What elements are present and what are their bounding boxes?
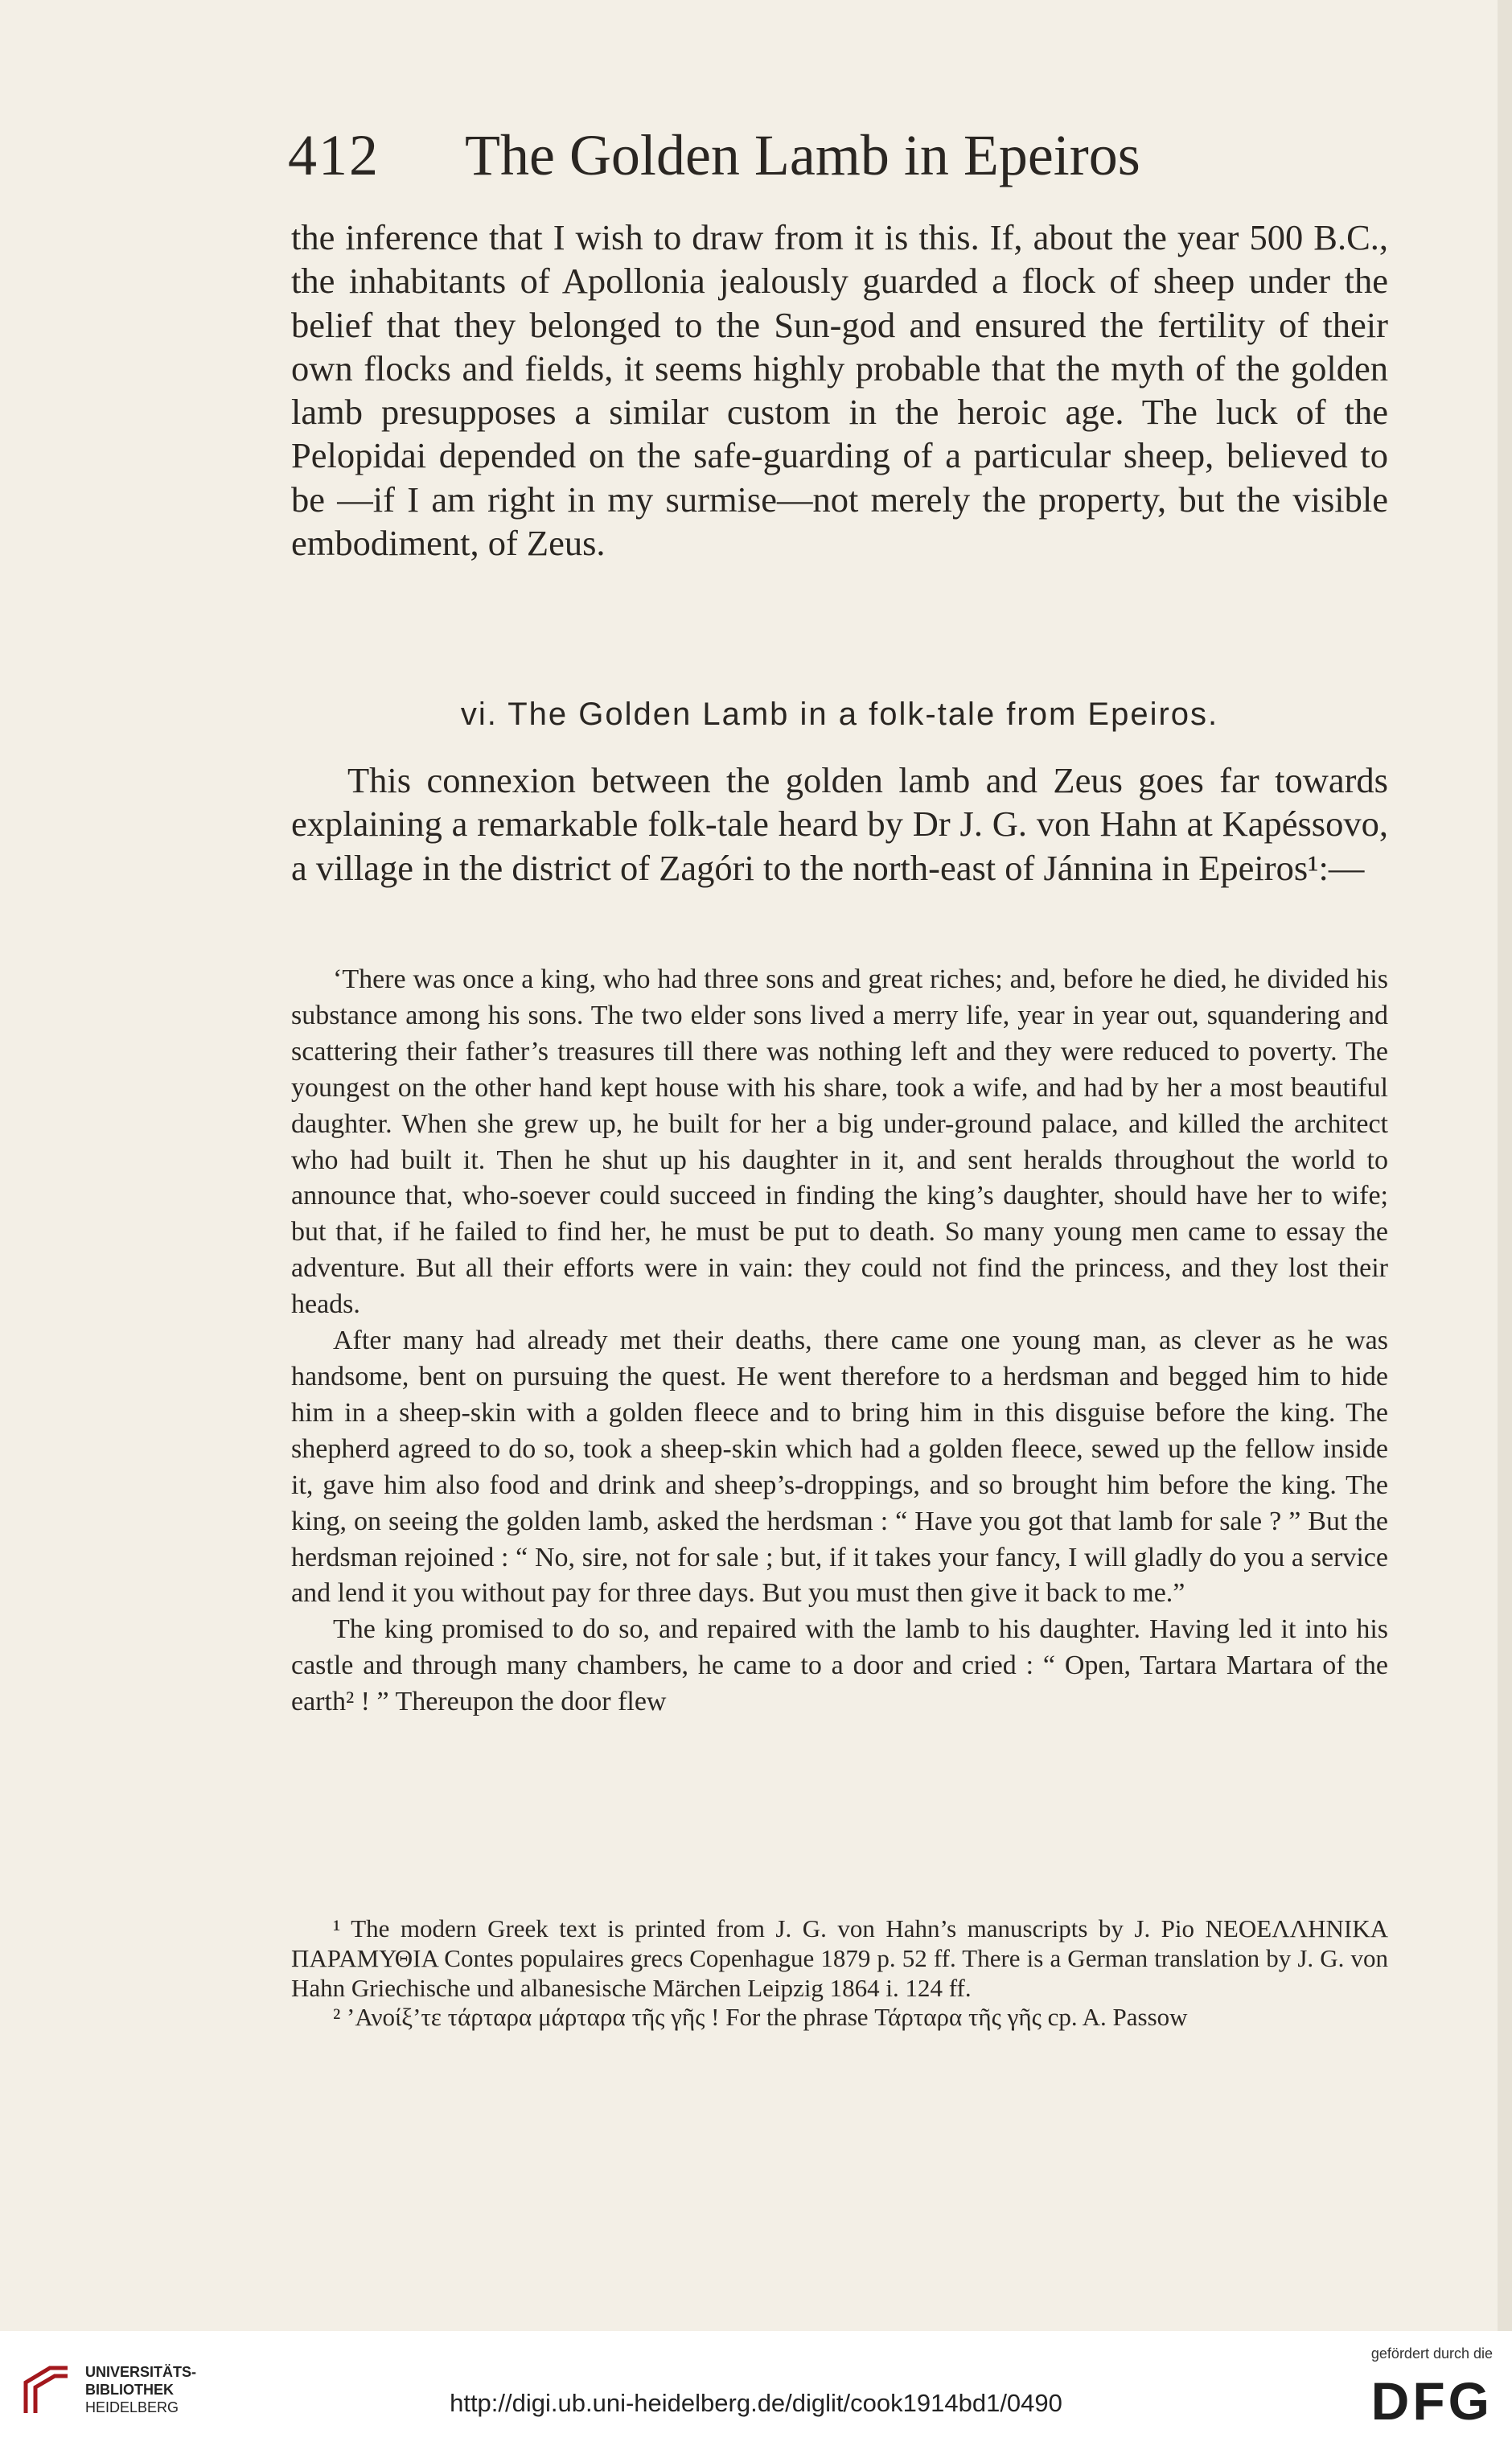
footnote-2: ² ’Ανοίξ’τε τάρταρα μάρταρα τῆς γῆς ! For the phrase Τάρταρα τῆς γῆς cp. A. Passow	[333, 2003, 1188, 2032]
quote-paragraph-3: The king promised to do so, and repaired with the lamb to his daughter. Having led it into his castle and through many chambers, he came to a door and cried : “ Open, Tartara Martara of the earth² ! ” Thereupon the door flew	[291, 1614, 1388, 1717]
page-edge	[1498, 0, 1512, 2331]
footnote-1: ¹ The modern Greek text is printed from J. G. von Hahn’s manuscripts by J. Pio ΝΕΟΕΛΛΗΝΙΚΑ ΠΑΡΑΜΥΘΙΑ Contes populaires grecs Copenhague 1879 p. 52 ff. There is a German translation by J. G. von Hahn Griechische und albanesische Märchen Leipzig 1864 i. 124 ff.	[291, 1914, 1388, 2002]
connexion-paragraph-block	[291, 758, 1388, 890]
connexion-paragraph: This connexion between the golden lamb and Zeus goes far towards explaining a remarkable folk-tale heard by Dr J. G. von Hahn at Kapéssovo, a village in the district of Zagóri to the north-east of Jánnina in Epeiros¹:—	[291, 760, 1388, 888]
page-number: 412	[288, 123, 380, 187]
intro-paragraph-block	[291, 216, 1388, 565]
dfg-logo: DFG	[1370, 2371, 1493, 2431]
footnotes-block	[291, 1914, 1388, 2033]
library-line-2: BIBLIOTHEK	[85, 2382, 174, 2398]
running-head	[288, 119, 1398, 191]
quote-paragraph-2: After many had already met their deaths, there came one young man, as clever as he was handsome, bent on pursuing the quest. He went therefore to a herdsman and begged him to hide him in a sheep-skin with a golden fleece and to bring him in this disguise before the king. The shepherd agreed to do so, took a sheep-skin which had a golden fleece, sewed up the fellow inside it, gave him also food and drink and sheep’s-droppings, and so brought him before the king. The king, on seeing the golden lamb, asked the herdsman : “ Have you got that lamb for sale ? ” But the herdsman rejoined : “ No, sire, not for sale ; but, if it takes your fancy, I will gladly do you a service and lend it you without pay for three days. But you must then give it back to me.”	[291, 1326, 1388, 1609]
digitization-footer	[0, 2331, 1512, 2446]
quote-paragraph-1: ‘There was once a king, who had three sons and great riches; and, before he died, he divided his substance among his sons. The two elder sons lived a merry life, year in year out, squandering and scattering their father’s treasures till there was nothing left and they were reduced to poverty. The youngest on the other hand kept house with his share, took a wife, and had by her a most beautiful daughter. When she grew up, he built for her a big under-ground palace, and killed the architect who had built it. Then he shut up his daughter in it, and sent heralds throughout the world to announce that, who-soever could succeed in finding the king’s daughter, should have her to wife; but that, if he failed to find her, he must be put to death. So many young men came to essay the adventure. But all their efforts were in vain: they could not find the princess, and they lost their heads.	[291, 964, 1388, 1320]
funded-by-label: gefördert durch die	[1370, 2345, 1493, 2362]
running-title: The Golden Lamb in Epeiros	[465, 123, 1140, 187]
library-line-1: UNIVERSITÄTS-	[85, 2364, 197, 2380]
library-line-3: HEIDELBERG	[85, 2399, 179, 2415]
permalink-url[interactable]: http://digi.ub.uni-heidelberg.de/diglit/cook1914bd1/0490	[450, 2389, 1062, 2417]
section-heading: vi. The Golden Lamb in a folk-tale from Epeiros.	[460, 697, 1219, 732]
quotation-block	[291, 962, 1388, 1720]
intro-paragraph: the inference that I wish to draw from it is this. If, about the year 500 B.C., the inhabitants of Apollonia jealously guarded a flock of sheep under the belief that they belonged to the Sun-god and ensured the fertility of their own flocks and fields, it seems highly probable that the myth of the golden lamb presupposes a similar custom in the heroic age. The luck of the Pelopidai depended on the safe-guarding of a particular sheep, believed to be —if I am right in my surmise—not merely the property, but the visible embodiment, of Zeus.	[291, 217, 1388, 564]
